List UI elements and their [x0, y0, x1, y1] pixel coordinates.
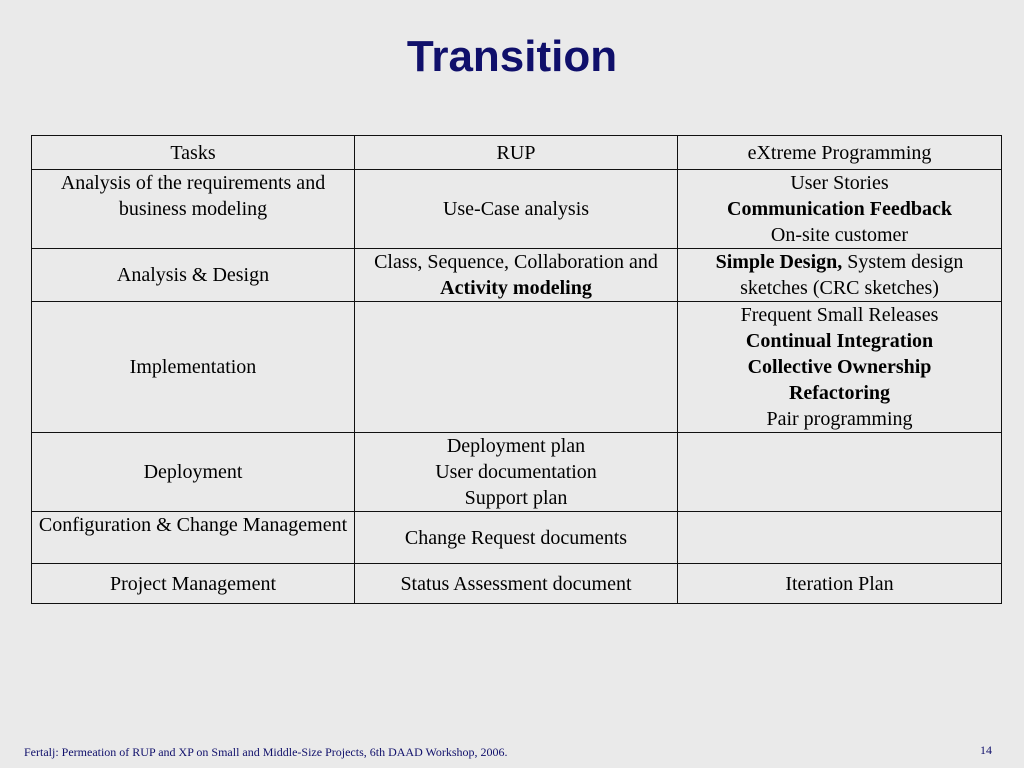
task-cell: Analysis & Design — [32, 249, 355, 302]
table-row — [32, 249, 1002, 302]
task-cell: Deployment — [32, 433, 355, 512]
task-cell: Configuration & Change Management — [32, 512, 355, 564]
xp-item: Simple Design, — [715, 251, 843, 273]
page-number: 14 — [980, 743, 992, 757]
rup-item: Activity modeling — [440, 277, 592, 299]
rup-item: Deployment plan — [446, 435, 586, 457]
xp-cell — [678, 433, 1002, 512]
xp-item: Communication Feedback — [727, 198, 952, 220]
xp-cell — [678, 249, 1002, 302]
xp-item: Frequent Small Releases — [740, 304, 939, 326]
xp-item: Collective Ownership — [747, 356, 932, 378]
rup-item: User documentation — [435, 461, 597, 483]
xp-cell — [678, 170, 1002, 249]
rup-cell: Change Request documents — [355, 512, 678, 564]
table-row — [32, 170, 1002, 249]
header-xp: eXtreme Programming — [678, 136, 1002, 170]
table-row — [32, 564, 1002, 604]
xp-cell: Iteration Plan — [678, 564, 1002, 604]
rup-cell — [355, 302, 678, 433]
table-row — [32, 433, 1002, 512]
xp-item: On-site customer — [770, 224, 909, 246]
xp-item: Refactoring — [788, 382, 891, 404]
task-cell: Project Management — [32, 564, 355, 604]
xp-item: Continual Integration — [745, 330, 934, 352]
table-header-row — [32, 136, 1002, 170]
rup-cell: Status Assessment document — [355, 564, 678, 604]
xp-cell — [678, 302, 1002, 433]
task-cell: Analysis of the requirements and business modeling — [32, 170, 355, 249]
comparison-table — [31, 135, 1002, 604]
xp-item: System design sketches (CRC sketches) — [740, 251, 964, 299]
header-rup: RUP — [355, 136, 678, 170]
table-row — [32, 302, 1002, 433]
rup-cell — [355, 433, 678, 512]
rup-cell — [355, 249, 678, 302]
footer-citation: Fertalj: Permeation of RUP and XP on Small and Middle-Size Projects, 6th DAAD Workshop, 2006. — [24, 745, 508, 759]
rup-cell: Use-Case analysis — [355, 170, 678, 249]
xp-item: Pair programming — [766, 408, 913, 430]
slide-title: Transition — [406, 32, 618, 81]
rup-item: Support plan — [464, 487, 568, 509]
xp-cell — [678, 512, 1002, 564]
header-tasks: Tasks — [32, 136, 355, 170]
xp-item: User Stories — [790, 172, 889, 194]
rup-item: Class, Sequence, Collaboration and — [374, 251, 658, 273]
table-row — [32, 512, 1002, 564]
task-cell: Implementation — [32, 302, 355, 433]
